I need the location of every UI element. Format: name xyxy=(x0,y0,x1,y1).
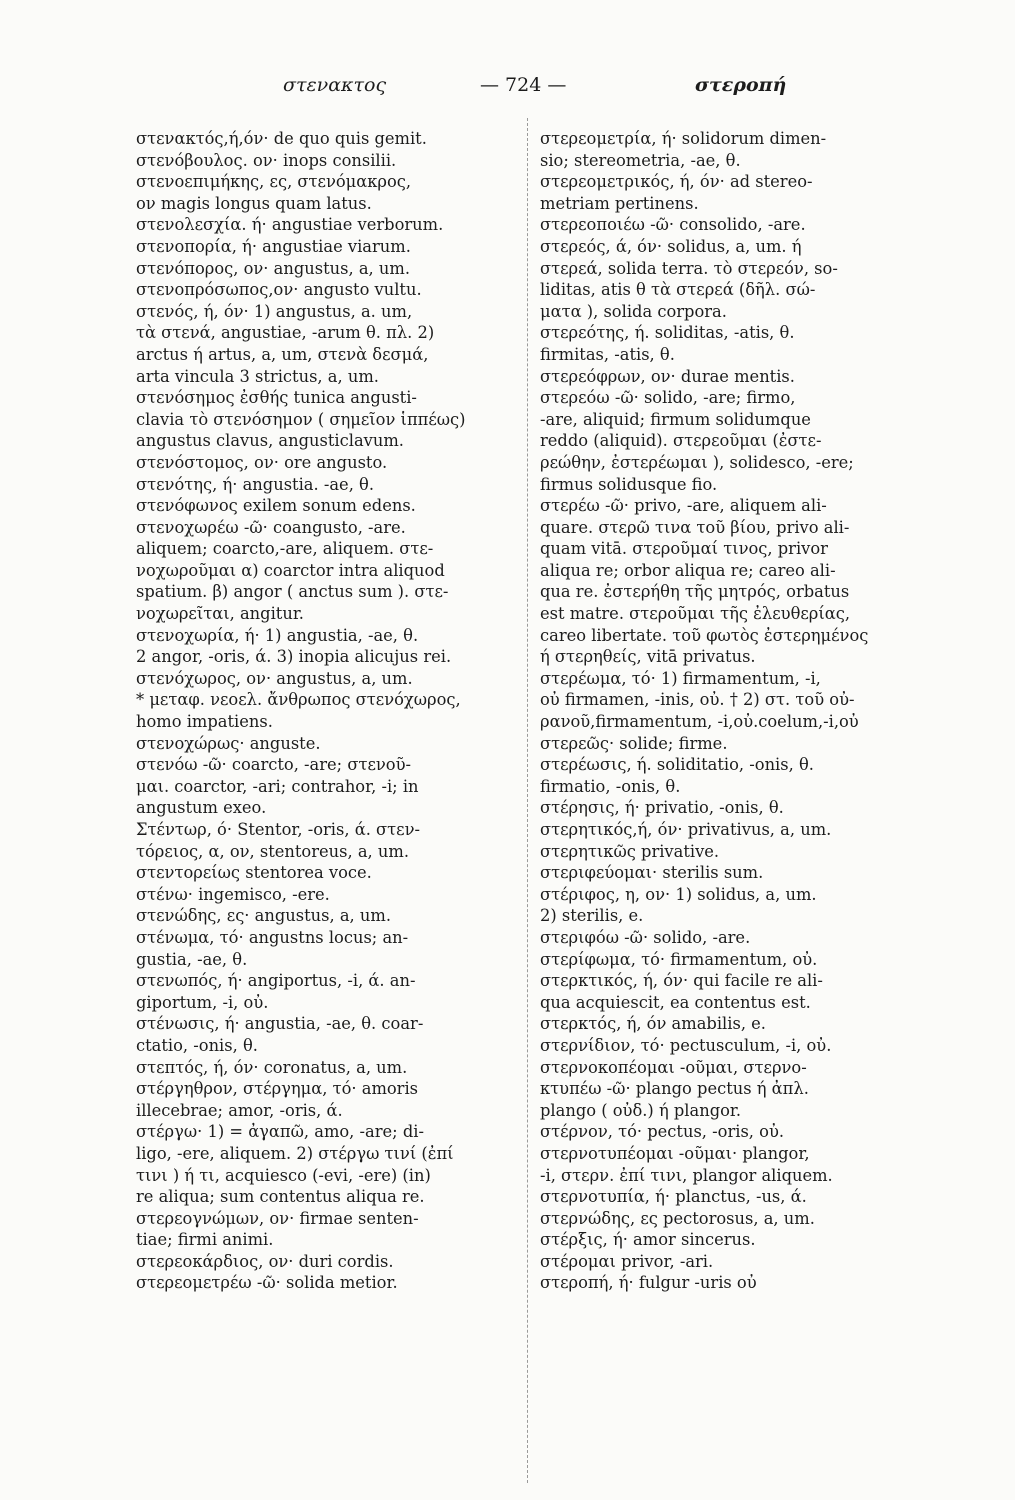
dictionary-line: τινι ) ή τι, acquiesco (-evi, -ere) (in) xyxy=(136,1165,431,1185)
dictionary-line: στενώδης, ες· angustus, a, um. xyxy=(136,906,392,926)
dictionary-line: spatium. β) angor ( anctus sum ). στε- xyxy=(136,582,449,602)
dictionary-line: 2) sterilis, e. xyxy=(540,906,644,926)
dictionary-line: στενόχωρος, ον· angustus, a, um. xyxy=(136,668,413,688)
dictionary-line: -are, aliquid; firmum solidumque xyxy=(540,409,811,429)
dictionary-line: στενοχωρέω -ῶ· coangusto, -are. xyxy=(136,517,406,537)
dictionary-line: angustum exeo. xyxy=(136,798,267,818)
dictionary-line: στερέωσις, ή. soliditatio, -onis, θ. xyxy=(540,755,814,775)
dictionary-line: στέρξις, ή· amor sincerus. xyxy=(540,1230,756,1250)
dictionary-line: στενόω -ῶ· coarcto, -are; στενοῦ- xyxy=(136,755,412,775)
dictionary-line: clavia τὸ στενόσημον ( σημεῖον ἱππέως) xyxy=(136,409,466,429)
dictionary-line: ligo, -ere, aliquem. 2) στέργω τινί (ἐπί xyxy=(136,1143,454,1163)
dictionary-line: κτυπέω -ῶ· plango pectus ή ἀπλ. xyxy=(540,1079,809,1099)
dictionary-line: homo impatiens. xyxy=(136,712,273,732)
dictionary-line: firmus solidusque fio. xyxy=(540,474,718,494)
dictionary-line: στενοχωρία, ή· 1) angustia, -ae, θ. xyxy=(136,625,419,645)
dictionary-line: στενοπρόσωπος,ον· angusto vultu. xyxy=(136,280,422,300)
dictionary-line: στενακτός,ή,όν· de quo quis gemit. xyxy=(136,129,427,148)
dictionary-line: στενόσημος ἐσθής tunica angusti- xyxy=(136,388,417,408)
dictionary-line: στερεότης, ή. soliditas, -atis, θ. xyxy=(540,323,795,343)
dictionary-line: στερητικός,ή, όν· privativus, a, um. xyxy=(540,820,832,839)
dictionary-line: στερκτός, ή, όν amabilis, e. xyxy=(540,1014,766,1034)
dictionary-line: στεριφόω -ῶ· solido, -are. xyxy=(540,927,751,947)
dictionary-line: στερεομετρέω -ῶ· solida metior. xyxy=(136,1273,398,1293)
dictionary-line: ρανοῦ,firmamentum, -i,οὐ.coelum,-i,οὐ xyxy=(540,712,859,732)
left-column xyxy=(136,128,516,1294)
dictionary-line: qua acquiescit, ea contentus est. xyxy=(540,992,811,1012)
dictionary-line: στέρομαι privor, -ari. xyxy=(540,1251,714,1271)
right-column xyxy=(540,128,920,1294)
dictionary-line: στέριφος, η, ον· 1) solidus, a, um. xyxy=(540,884,817,904)
dictionary-line: στερεόφρων, ον· durae mentis. xyxy=(540,366,795,386)
dictionary-line: στενόβουλος. ον· inops consilii. xyxy=(136,150,397,170)
column-divider xyxy=(527,118,529,1483)
dictionary-line: στεντορείως stentorea voce. xyxy=(136,863,372,883)
dictionary-line: metriam pertinens. xyxy=(540,193,699,213)
dictionary-line: νοχωροῦμαι α) coarctor intra aliquod xyxy=(136,560,445,580)
dictionary-line: στερκτικός, ή, όν· qui facile re ali- xyxy=(540,971,823,991)
dictionary-line: reddo (aliquid). στερεοῦμαι (ἐστε- xyxy=(540,431,822,451)
dictionary-line: ctatio, -onis, θ. xyxy=(136,1035,258,1055)
dictionary-line: est matre. στεροῦμαι τῆς ἐλευθερίας, xyxy=(540,604,851,624)
dictionary-line: tiae; firmi animi. xyxy=(136,1230,274,1250)
dictionary-line: qua re. ἐστερήθη τῆς μητρός, orbatus xyxy=(540,582,850,602)
dictionary-line: στερνίδιον, τό· pectusculum, -i, οὐ. xyxy=(540,1035,832,1055)
dictionary-line: στερεός, ά, όν· solidus, a, um. ή xyxy=(540,236,802,256)
dictionary-line: νοχωρεῖται, angitur. xyxy=(136,604,304,624)
dictionary-line: ματα ), solida corpora. xyxy=(540,301,727,321)
right-running-head: στεροπή xyxy=(695,74,787,96)
dictionary-line: στερεόω -ῶ· solido, -are; firmo, xyxy=(540,388,796,408)
dictionary-line: * μεταφ. νεοελ. ἄνθρωπος στενόχωρος, xyxy=(136,690,461,710)
dictionary-line: στενόφωνος exilem sonum edens. xyxy=(136,496,416,516)
dictionary-line: στέργηθρον, στέργημα, τό· amoris xyxy=(136,1079,419,1099)
dictionary-line: τὰ στενά, angustiae, -arum θ. πλ. 2) xyxy=(136,323,435,343)
dictionary-line: στενόστομος, ον· ore angusto. xyxy=(136,452,388,472)
dictionary-line: careo libertate. τοῦ φωτὸς ἐστερημένος xyxy=(540,625,869,645)
dictionary-line: -i, στερν. ἐπί τινι, plangor aliquem. xyxy=(540,1165,833,1185)
dictionary-line: στερίφωμα, τό· firmamentum, οὐ. xyxy=(540,949,818,969)
dictionary-line: στέρησις, ή· privatio, -onis, θ. xyxy=(540,798,784,818)
dictionary-line: στερεομετρία, ή· solidorum dimen- xyxy=(540,129,827,148)
dictionary-line: στερεογνώμων, ον· firmae senten- xyxy=(136,1208,419,1228)
left-running-head: στενακτος xyxy=(283,74,387,96)
dictionary-line: στένωσις, ή· angustia, -ae, θ. coar- xyxy=(136,1014,424,1034)
dictionary-line: giportum, -i, οὐ. xyxy=(136,992,269,1012)
dictionary-line: στέργω· 1) = ἀγαπῶ, amo, -are; di- xyxy=(136,1122,424,1142)
dictionary-line: στενοπορία, ή· angustiae viarum. xyxy=(136,236,411,256)
dictionary-line: στενόπορος, ον· angustus, a, um. xyxy=(136,258,410,278)
dictionary-line: στέρνον, τό· pectus, -oris, οὐ. xyxy=(540,1122,785,1142)
dictionary-line: στερνοκοπέομαι -οῦμαι, στερνο- xyxy=(540,1057,807,1077)
dictionary-line: angustus clavus, angusticlavum. xyxy=(136,431,404,451)
dictionary-line: re aliqua; sum contentus aliqua re. xyxy=(136,1187,425,1207)
dictionary-line: ρεώθην, ἐστερέωμαι ), solidesco, -ere; xyxy=(540,452,854,472)
dictionary-line: quam vitā. στεροῦμαί τινος, privor xyxy=(540,539,828,559)
dictionary-line: στερεοποιέω -ῶ· consolido, -are. xyxy=(540,215,806,235)
dictionary-line: arctus ή artus, a, um, στενὰ δεσμά, xyxy=(136,344,429,364)
dictionary-line: στενός, ή, όν· 1) angustus, a. um, xyxy=(136,301,413,321)
dictionary-line: sio; stereometria, -ae, θ. xyxy=(540,150,741,170)
dictionary-line: στενολεσχία. ή· angustiae verborum. xyxy=(136,215,444,235)
dictionary-line: liditas, atis θ τὰ στερεά (δῆλ. σώ- xyxy=(540,280,816,300)
dictionary-line: στερητικῶς privative. xyxy=(540,841,720,861)
dictionary-line: στερεά, solida terra. τὸ στερεόν, so- xyxy=(540,258,838,278)
dictionary-line: στερεῶς· solide; firme. xyxy=(540,733,728,753)
dictionary-line: στενοχώρως· anguste. xyxy=(136,733,321,753)
dictionary-line: quare. στερῶ τινα τοῦ βίου, privo ali- xyxy=(540,517,850,537)
dictionary-line: οὐ firmamen, -inis, οὐ. † 2) στ. τοῦ οὐ- xyxy=(540,690,855,710)
page-number: — 724 — xyxy=(480,74,567,96)
dictionary-line: 2 angor, -oris, ά. 3) inopia alicujus rei. xyxy=(136,647,452,667)
dictionary-line: arta vincula 3 strictus, a, um. xyxy=(136,366,379,386)
dictionary-line: aliquem; coarcto,-are, aliquem. στε- xyxy=(136,539,434,559)
dictionary-line: μαι. coarctor, -ari; contrahor, -i; in xyxy=(136,776,419,796)
dictionary-line: στερεοκάρδιος, ον· duri cordis. xyxy=(136,1251,394,1271)
dictionary-line: aliqua re; orbor aliqua re; careo ali- xyxy=(540,560,836,580)
dictionary-line: τόρειος, α, ον, stentoreus, a, um. xyxy=(136,841,409,861)
dictionary-line: στενότης, ή· angustia. -ae, θ. xyxy=(136,474,375,494)
dictionary-line: στεροπή, ή· fulgur -uris οὐ xyxy=(540,1273,757,1293)
dictionary-line: στερνώδης, ες pectorosus, a, um. xyxy=(540,1208,815,1228)
dictionary-line: Στέντωρ, ό· Stentor, -oris, ά. στεν- xyxy=(136,820,421,839)
dictionary-line: στερέω -ῶ· privo, -are, aliquem ali- xyxy=(540,496,827,516)
dictionary-line: στενωπός, ή· angiportus, -i, ά. an- xyxy=(136,971,416,991)
dictionary-line: στένω· ingemisco, -ere. xyxy=(136,884,330,904)
page-header xyxy=(135,74,895,100)
dictionary-line: στένωμα, τό· angustns locus; an- xyxy=(136,927,409,947)
dictionary-line: illecebrae; amor, -oris, ά. xyxy=(136,1100,343,1120)
dictionary-line: στερεομετρικός, ή, όν· ad stereo- xyxy=(540,172,813,192)
dictionary-line: στερνοτυπέομαι -οῦμαι· plangor, xyxy=(540,1143,810,1163)
dictionary-line: firmatio, -onis, θ. xyxy=(540,776,681,796)
dictionary-line: ον magis longus quam latus. xyxy=(136,193,372,213)
dictionary-line: στενοεπιμήκης, ες, στενόμακρος, xyxy=(136,172,412,192)
dictionary-line: στερνοτυπία, ή· planctus, -us, ά. xyxy=(540,1187,807,1207)
dictionary-line: firmitas, -atis, θ. xyxy=(540,344,675,364)
dictionary-line: στεπτός, ή, όν· coronatus, a, um. xyxy=(136,1057,408,1077)
dictionary-line: gustia, -ae, θ. xyxy=(136,949,248,969)
dictionary-line: plango ( οὐδ.) ή plangor. xyxy=(540,1100,742,1120)
dictionary-line: ή στερηθείς, vitā privatus. xyxy=(540,647,756,667)
dictionary-line: στεριφεύομαι· sterilis sum. xyxy=(540,863,764,883)
dictionary-line: στερέωμα, τό· 1) firmamentum, -i, xyxy=(540,668,821,688)
